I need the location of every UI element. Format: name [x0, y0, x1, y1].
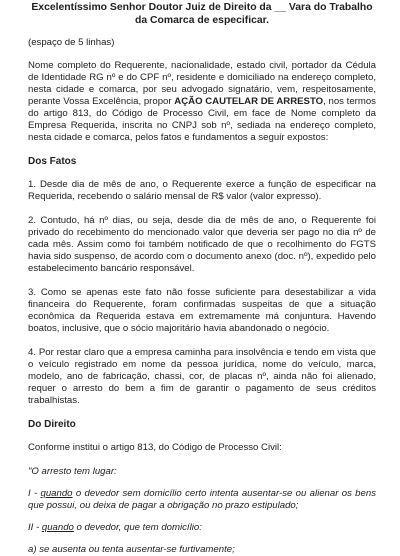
- law-title: Do Direito: [28, 419, 76, 430]
- quote-item-2: [28, 522, 376, 534]
- fact-item: 1. Desde dia de mês de ano, o Requerente exerce a função de especificar na Requerida, recebendo o salário mensal de R$ valor (valor expresso).: [28, 179, 376, 202]
- quote-item-2a: a) se ausenta ou tenta ausentar-se furtivamente;: [28, 544, 235, 555]
- fact-item: 2. Contudo, há nº dias, ou seja, desde dia de mês de ano, o Requerente foi privado do recebimento do mencionado valor que deveria ser pago no dia nº de cada mês. Assim como foi também notificado de que o recolhimento do FGTS havia sido suspenso, de acordo com o documento anexo (doc. nº), expedido pelo estabelecimento bancário responsável.: [28, 215, 376, 274]
- law-intro: Conforme institui o artigo 813, do Código de Processo Civil:: [28, 442, 282, 453]
- intro-text-start: Nome completo do Requerente, nacionalidade, estado civil, portador da Cédula de Identidade RG nº e do CPF nº, residente e domiciliado na endereço completo, nesta cidade e comarca, por seu advogado signatário, vem, respeitosamente, perante Vossa Excelência, propor: [28, 60, 376, 107]
- quando-link[interactable]: quando: [41, 522, 74, 533]
- quote-item-1: [28, 488, 376, 512]
- quando-link[interactable]: quando: [40, 488, 73, 499]
- intro-paragraph: [28, 60, 376, 144]
- quote-item-1-prefix: I -: [28, 488, 41, 499]
- quote-opening: "O arresto tem lugar:: [28, 466, 117, 477]
- spacing-note: (espaço de 5 linhas): [28, 37, 115, 48]
- quote-item-2-prefix: II -: [28, 522, 42, 533]
- quote-item-2-text: o devedor, que tem domicílio:: [73, 522, 202, 533]
- quote-item-1-text: o devedor sem domicílio certo intenta ausentar-se ou alienar os bens que possui, ou deixa de pagar a obrigação no prazo estipulado;: [28, 488, 376, 511]
- facts-title: Dos Fatos: [28, 156, 77, 167]
- intro-text-end: , nos termos do artigo 813, do Código de Processo Civil, em face de Nome completo da Empresa Requerida, inscrita no CNPJ sob nº, sediada na endereço completo, nesta cidade e comarca, pelos fatos e fundamentos a seguir expostos:: [28, 96, 376, 143]
- fact-item: 3. Como se apenas este fato não fosse suficiente para desestabilizar a vida financeira do Requerente, foram confirmadas suspeitas de que a situação econômica da Requerida estava em extremamente má conjuntura. Havendo boatos, inclusive, que o sócio majoritário havia abandonado o negócio.: [28, 287, 376, 334]
- document-heading: Excelentíssimo Senhor Doutor Juiz de Direito da __ Vara do Trabalho da Comarca de especificar.: [31, 2, 373, 26]
- action-title: AÇÃO CAUTELAR DE ARRESTO: [174, 96, 324, 107]
- fact-item: 4. Por restar claro que a empresa caminha para insolvência e tendo em vista que o veículo registrado em nome da pessoa jurídica, nome do veículo, marca, modelo, ano de fabricação, chassi, cor, de placas nº, ainda não foi alienado, requer o arresto do bem a fim de garantir o pagamento de seus créditos trabalhistas.: [28, 347, 376, 406]
